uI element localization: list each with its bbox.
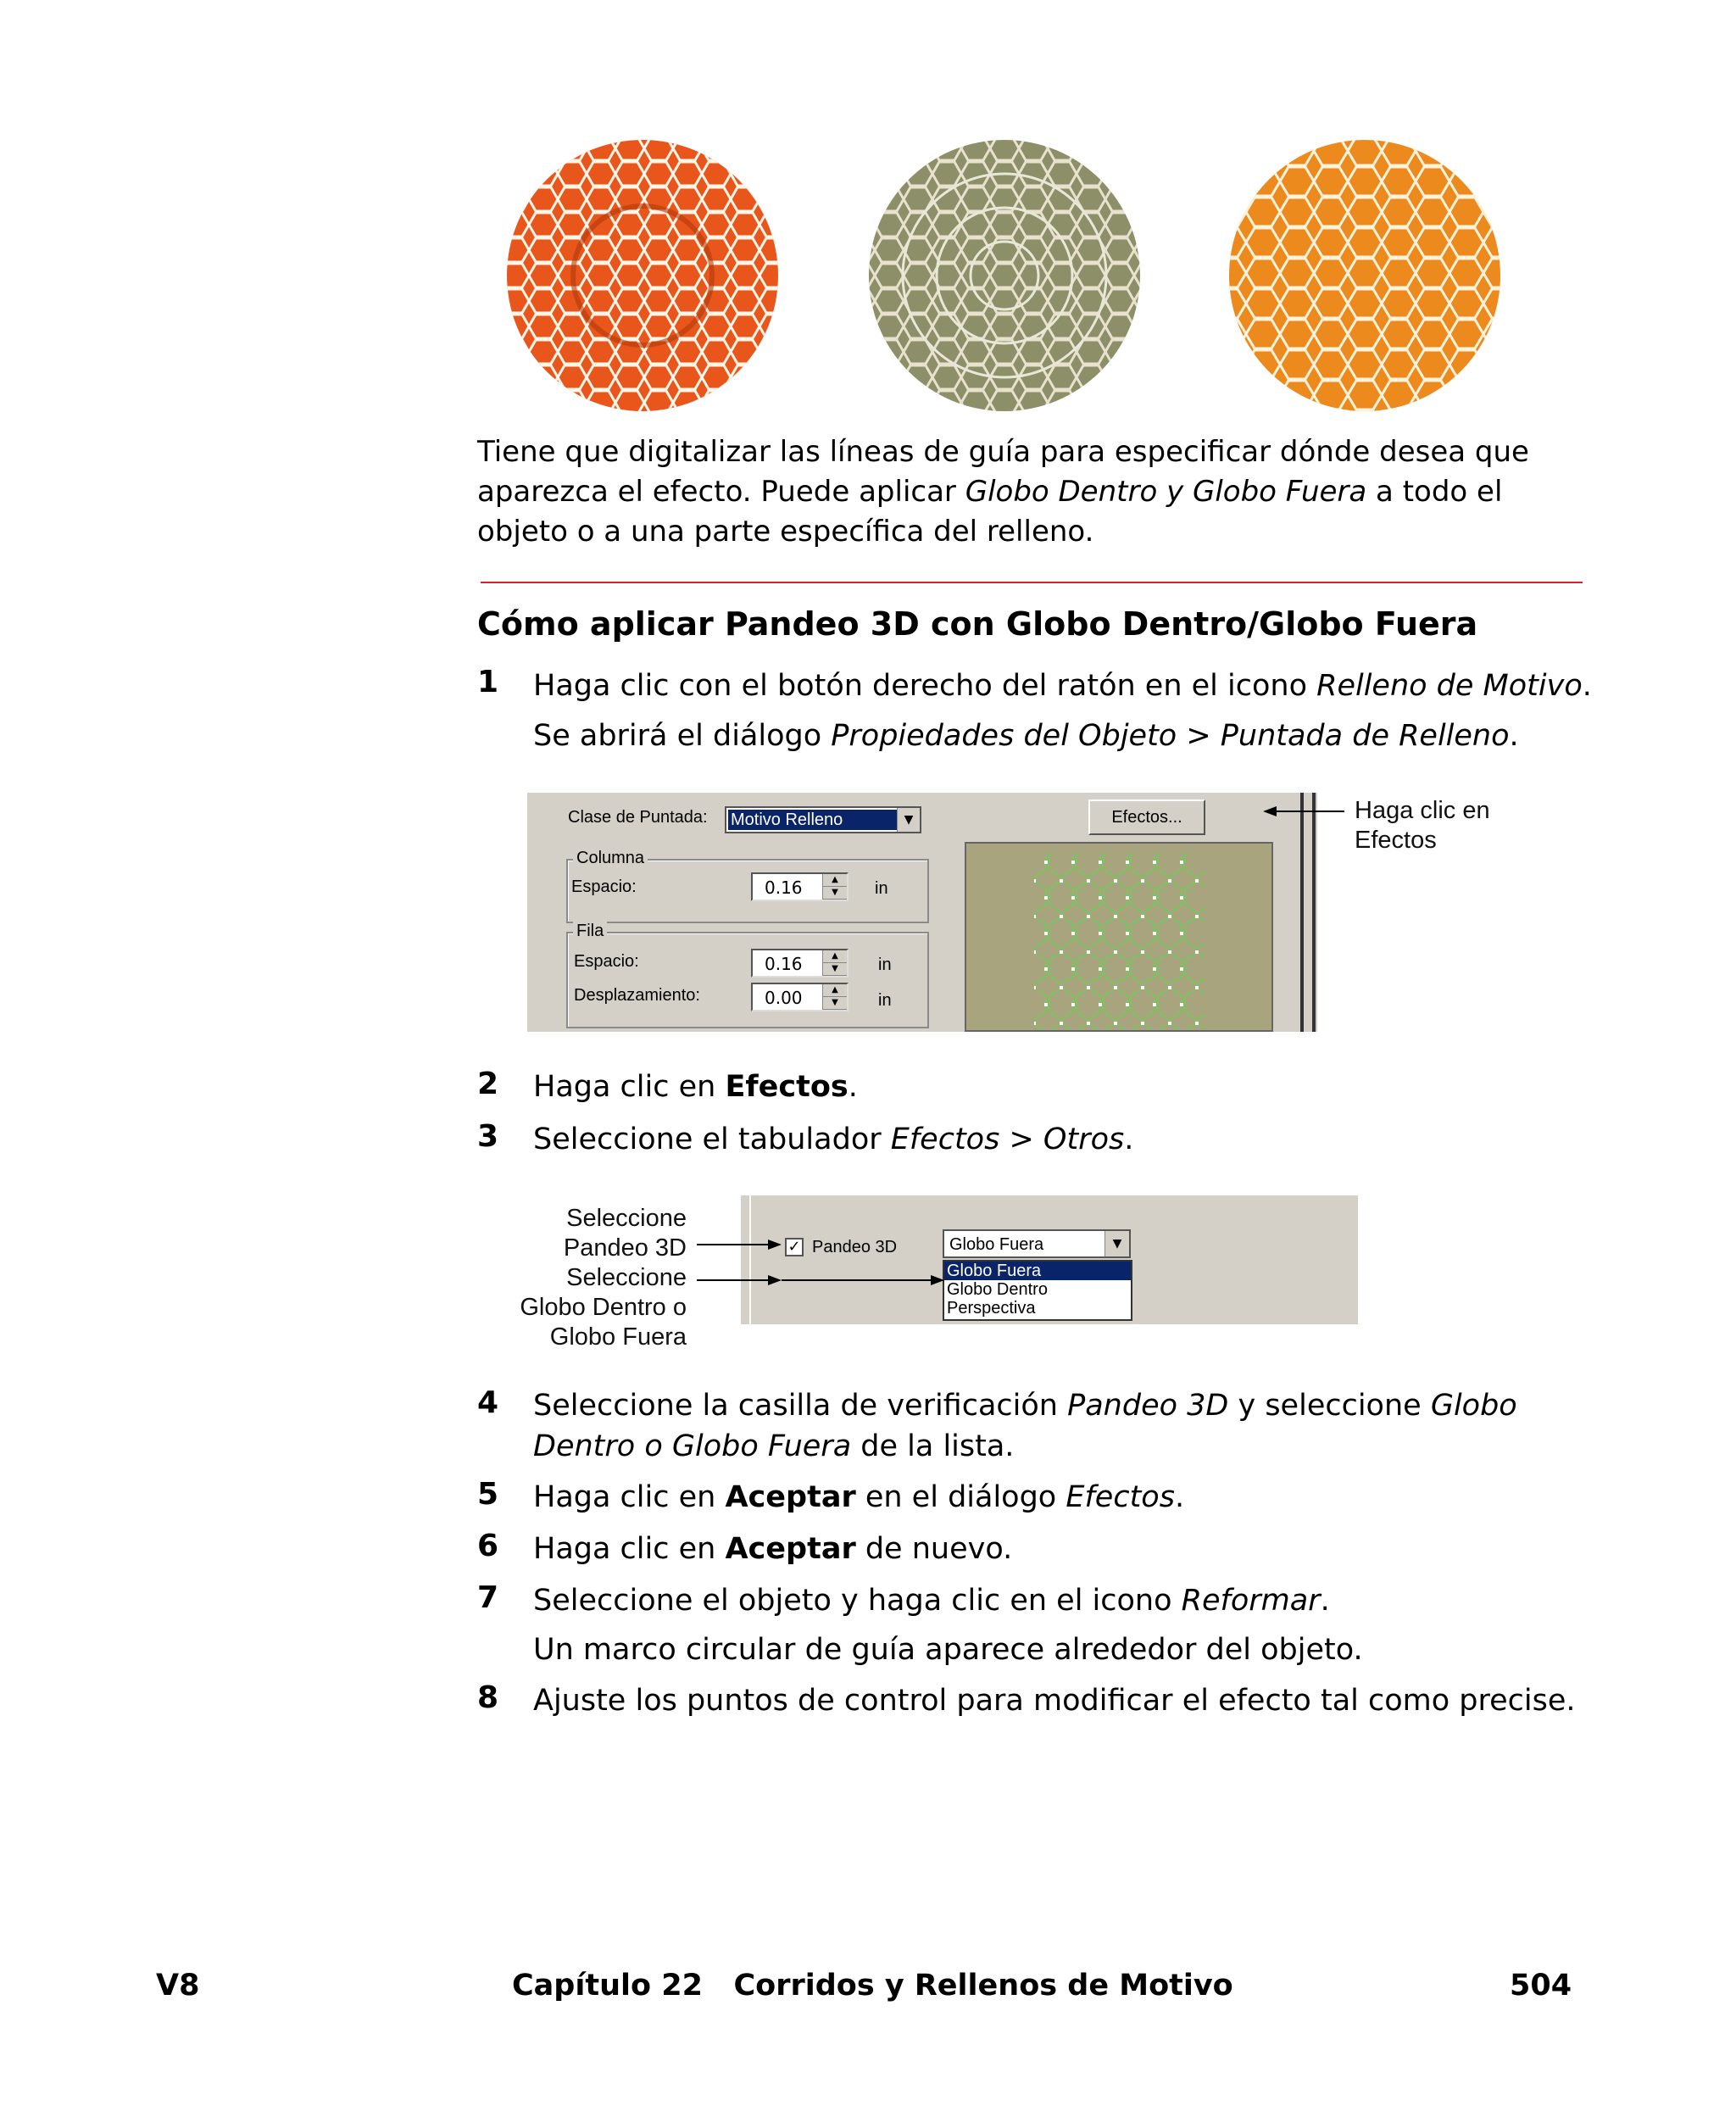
- step-1-text: Haga clic con el botón derecho del ratón en el icono Relleno de Motivo.: [533, 669, 1592, 703]
- effects-others-panel: [741, 1195, 1358, 1324]
- step-number: 2: [477, 1067, 499, 1101]
- step-number: 7: [477, 1580, 499, 1615]
- effect-type-combo[interactable]: [943, 1229, 1131, 1258]
- circle-globo-dentro: [507, 140, 778, 411]
- circle-globo-fuera: [1229, 140, 1500, 411]
- chevron-down-icon[interactable]: ▼: [1104, 1231, 1129, 1256]
- step-8-text: Ajuste los puntos de control para modificar el efecto tal como precise.: [533, 1684, 1576, 1718]
- espacio-label: Espacio:: [571, 877, 637, 896]
- clase-dropdown[interactable]: [725, 806, 921, 833]
- columna-espacio-input[interactable]: 0.16 ▲ ▼: [751, 872, 849, 901]
- pandeo-3d-label: Pandeo 3D: [812, 1238, 898, 1256]
- step-3-text: Seleccione el tabulador Efectos > Otros.: [533, 1123, 1134, 1156]
- section-divider: [481, 582, 1583, 583]
- combo-value: Globo Fuera: [949, 1235, 1044, 1254]
- step-number: 3: [477, 1119, 499, 1154]
- list-item[interactable]: Globo Dentro: [947, 1280, 1048, 1299]
- callout-pandeo-3d: Seleccione Pandeo 3D Seleccione Globo Dentro o Globo Fuera: [520, 1205, 687, 1351]
- circle-pattern-middle: [869, 140, 1140, 411]
- section-heading: Cómo aplicar Pandeo 3D con Globo Dentro/Globo Fuera: [477, 605, 1478, 643]
- step-4-text: Seleccione la casilla de verificación Pandeo 3D y seleccione Globo Dentro o Globo Fuera de la lista.: [533, 1389, 1517, 1463]
- intro-paragraph: Tiene que digitalizar las líneas de guía para especificar dónde desea que aparezca el efecto. Puede aplicar Globo Dentro y Globo Fuera a todo el objeto o a una parte específica del relleno.: [477, 435, 1529, 549]
- footer-version: V8: [156, 1969, 200, 2003]
- fila-group: [566, 932, 929, 1028]
- clase-label: Clase de Puntada:: [568, 808, 708, 827]
- step-number: 1: [477, 665, 499, 699]
- unit-label: in: [878, 991, 892, 1010]
- fill-stitch-dialog: [527, 793, 1317, 1032]
- motif-circles-illustration: [500, 136, 1517, 424]
- fila-espacio-input[interactable]: 0.16 ▲ ▼: [751, 949, 849, 978]
- step-6-text: Haga clic en Aceptar de nuevo.: [533, 1532, 1013, 1566]
- fila-espacio-label: Espacio:: [574, 952, 639, 971]
- step-number: 5: [477, 1477, 499, 1512]
- callout-arrows: [697, 1231, 782, 1333]
- step-number: 8: [477, 1680, 499, 1715]
- spinner-arrows-icon[interactable]: ▲ ▼: [822, 984, 847, 1010]
- list-item[interactable]: Perspectiva: [947, 1299, 1036, 1318]
- chevron-down-icon[interactable]: ▼: [897, 808, 920, 832]
- step-7-subtext: Un marco circular de guía aparece alrededor del objeto.: [533, 1633, 1363, 1667]
- spinner-arrows-icon[interactable]: ▲ ▼: [822, 950, 847, 976]
- desplazamiento-input[interactable]: 0.00 ▲ ▼: [751, 983, 849, 1011]
- callout-arrow: [1263, 801, 1348, 827]
- step-2-text: Haga clic en Efectos.: [533, 1070, 858, 1104]
- callout-efectos: Haga clic en Efectos: [1355, 797, 1490, 854]
- step-1-subtext: Se abrirá el diálogo Propiedades del Objeto > Puntada de Relleno.: [533, 719, 1519, 753]
- step-number: 4: [477, 1385, 499, 1420]
- preview-motif-graphic: [966, 844, 1271, 1030]
- efectos-button[interactable]: Efectos...: [1088, 799, 1205, 835]
- footer-page-number: 504: [1510, 1969, 1572, 2003]
- dialog-edge: [1312, 793, 1316, 1032]
- step-7-text: Seleccione el objeto y haga clic en el icono Reformar.: [533, 1584, 1330, 1618]
- effect-type-list: [943, 1260, 1132, 1321]
- unit-label: in: [875, 879, 888, 898]
- list-item[interactable]: Globo Fuera: [944, 1262, 1131, 1280]
- unit-label: in: [878, 955, 892, 974]
- callout-arrow-extension: [782, 1263, 951, 1297]
- spinner-arrows-icon[interactable]: ▲ ▼: [822, 874, 847, 900]
- pandeo-3d-checkbox[interactable]: ✓: [785, 1238, 804, 1256]
- desplazamiento-label: Desplazamiento:: [574, 986, 700, 1005]
- clase-value: Motivo Relleno: [728, 810, 898, 830]
- dialog-edge: [1300, 793, 1304, 1032]
- fila-label: Fila: [573, 922, 607, 941]
- step-5-text: Haga clic en Aceptar en el diálogo Efectos.: [533, 1480, 1185, 1514]
- pattern-preview: [965, 842, 1273, 1032]
- footer-chapter: Capítulo 22 Corridos y Rellenos de Motivo: [512, 1969, 1233, 2003]
- columna-label: Columna: [573, 849, 648, 868]
- step-number: 6: [477, 1529, 499, 1563]
